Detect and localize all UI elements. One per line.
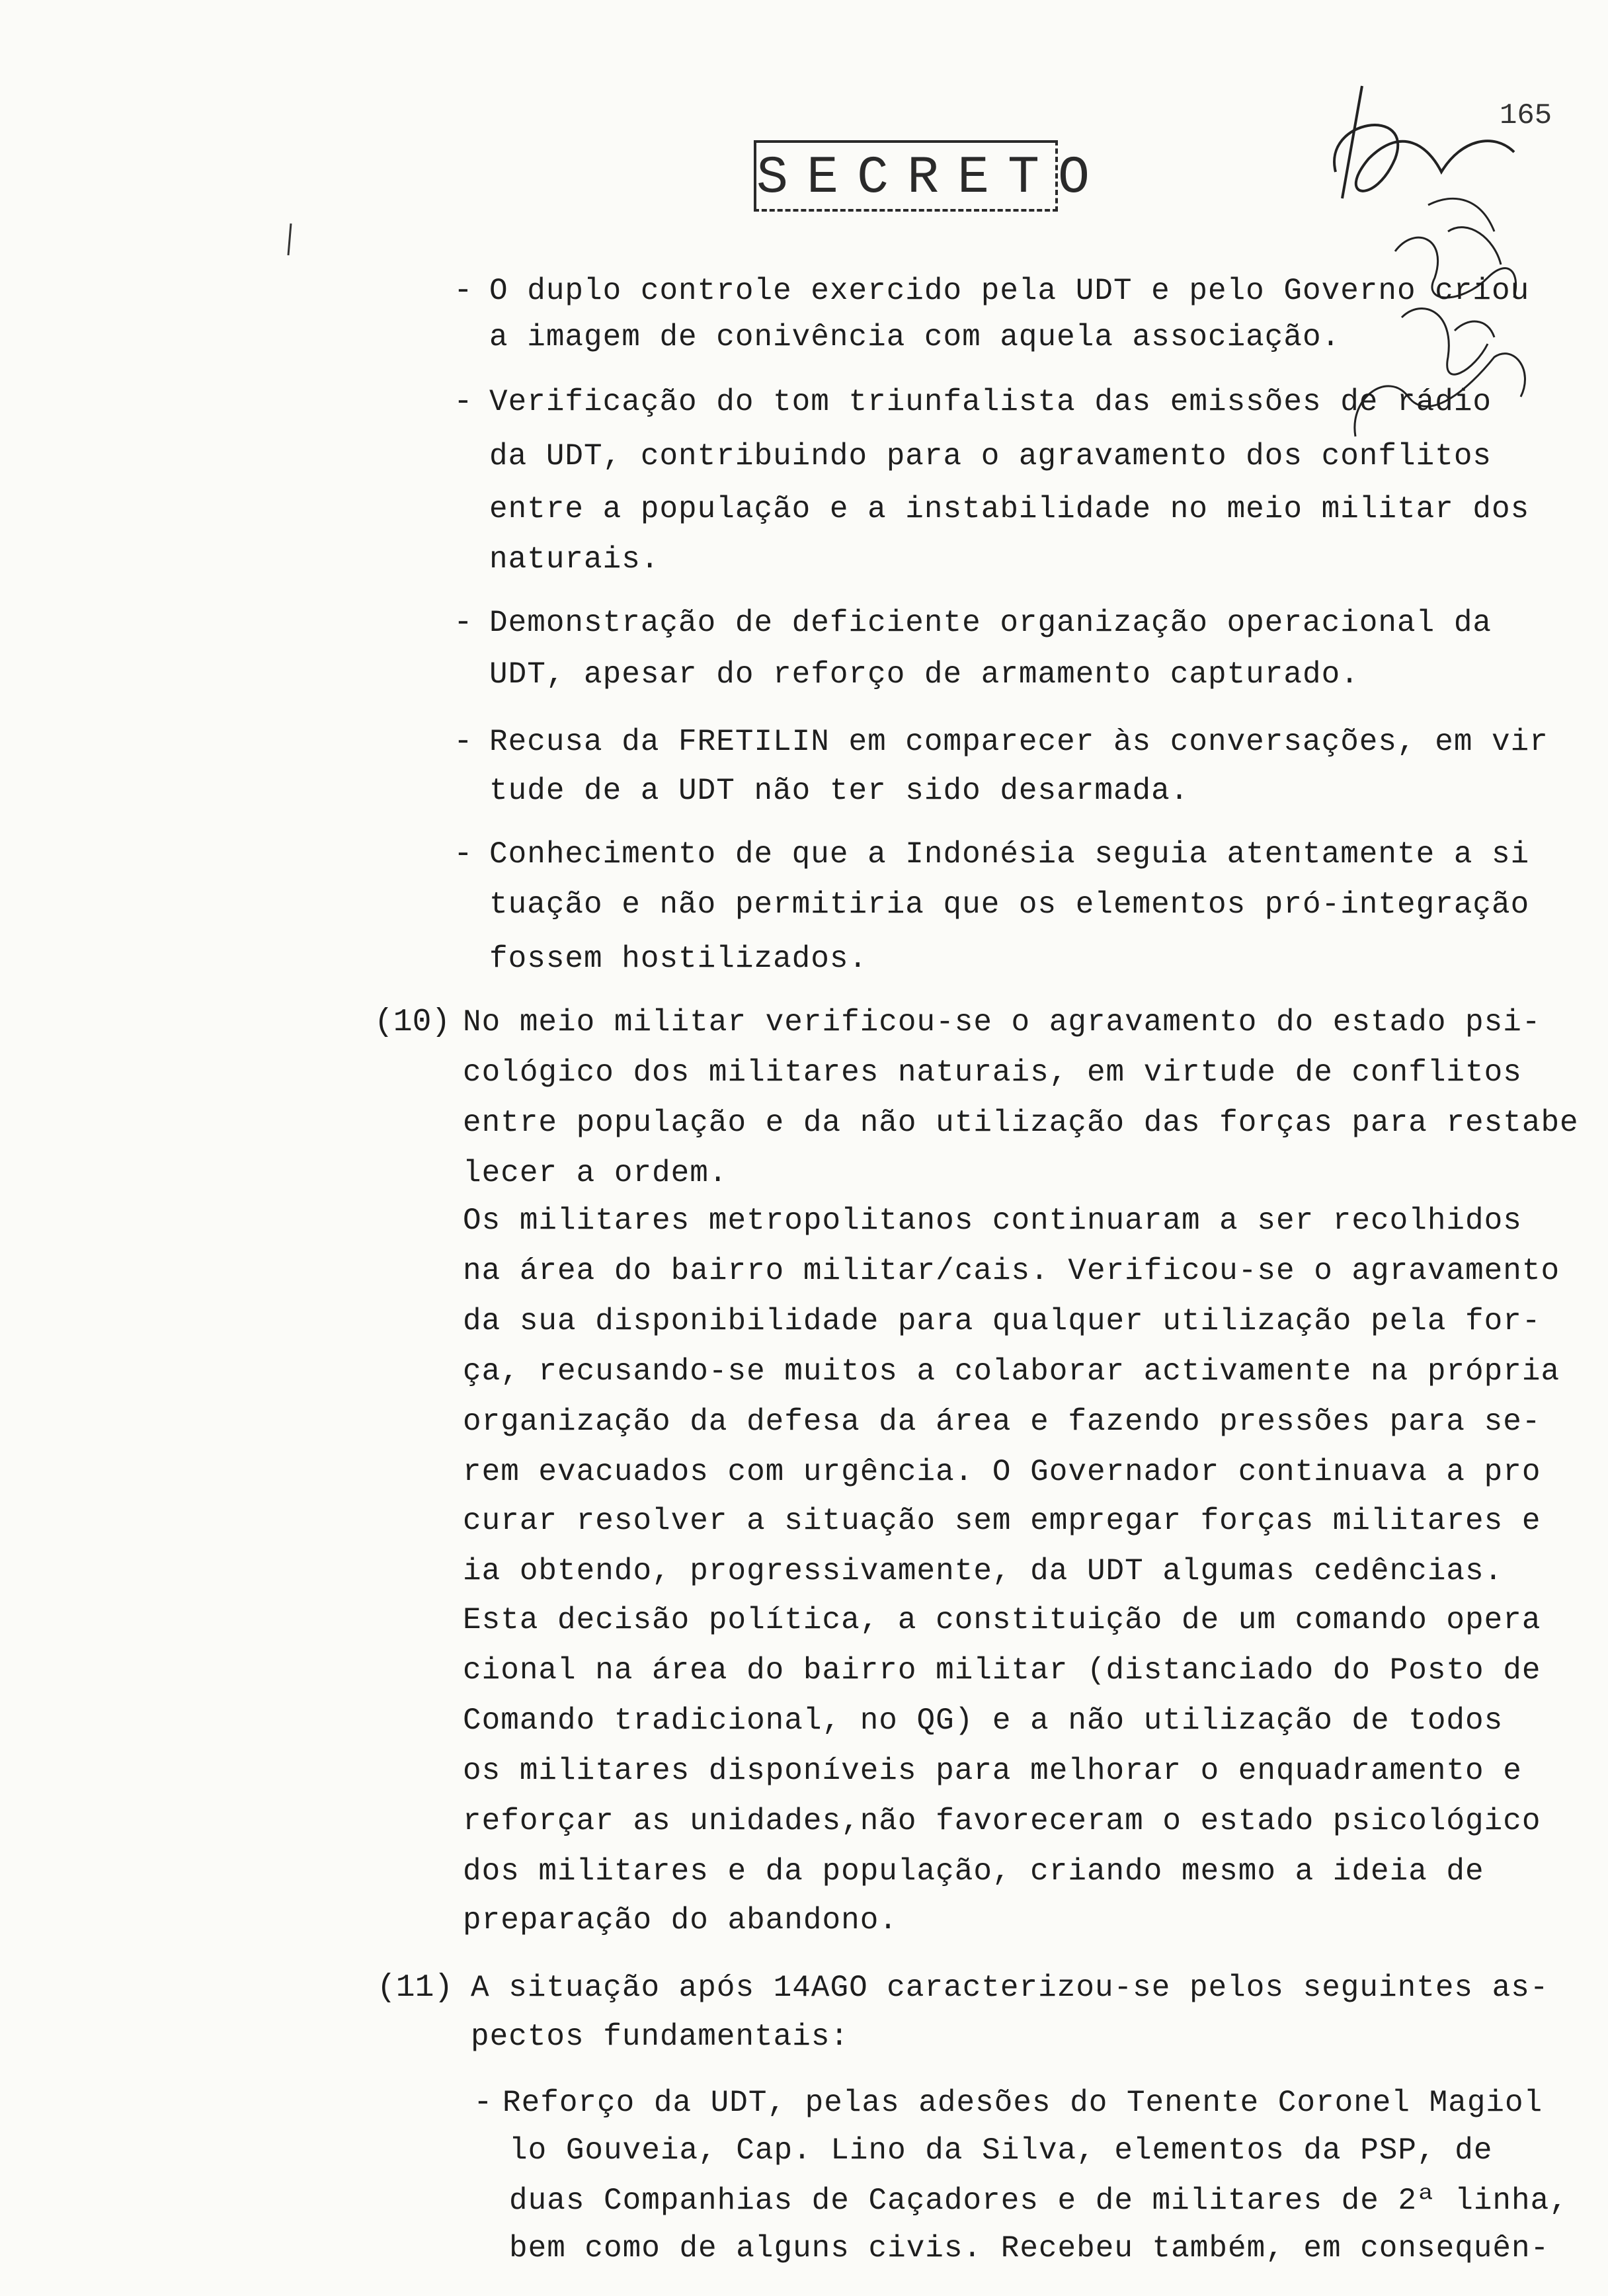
text-line: da UDT, contribuindo para o agravamento dos conflitos (489, 439, 1492, 473)
text-line: a imagem de conivência com aquela associação. (489, 320, 1341, 354)
text-line: cional na área do bairro militar (distanciado do Posto de (463, 1653, 1541, 1688)
text-line: entre a população e a instabilidade no meio militar dos (489, 492, 1530, 526)
bullet-marker: - (454, 273, 473, 309)
text-line: cológico dos militares naturais, em virtude de conflitos (463, 1055, 1522, 1090)
text-line: fossem hostilizados. (489, 942, 868, 976)
text-line: os militares disponíveis para melhorar o enquadramento e (463, 1754, 1522, 1788)
text-line: organização da defesa da área e fazendo pressões para se- (463, 1405, 1541, 1439)
paragraph-number: (10) (374, 1004, 451, 1040)
paragraph-number: (11) (377, 1970, 454, 2006)
text-line: tuação e não permitiria que os elementos pró-integração (489, 887, 1530, 922)
text-line: da sua disponibilidade para qualquer utilização pela for- (463, 1304, 1541, 1338)
text-line: Recusa da FRETILIN em comparecer às conversações, em vir (489, 725, 1548, 759)
text-line: tude de a UDT não ter sido desarmada. (489, 774, 1189, 808)
bullet-marker: - (454, 724, 473, 760)
text-line: preparação do abandono. (463, 1903, 898, 1938)
text-line: lecer a ordem. (463, 1156, 728, 1190)
text-line: Verificação do tom triunfalista das emissões de rádio (489, 385, 1492, 419)
text-line: lo Gouveia, Cap. Lino da Silva, elementos da PSP, de (509, 2133, 1493, 2168)
text-line: ia obtendo, progressivamente, da UDT algumas cedências. (463, 1554, 1504, 1588)
text-line: Reforço da UDT, pelas adesões do Tenente Coronel Magiol (502, 2086, 1543, 2120)
text-line: na área do bairro militar/cais. Verificou-se o agravamento (463, 1254, 1560, 1288)
text-line: Demonstração de deficiente organização operacional da (489, 606, 1492, 640)
text-line: Esta decisão política, a constituição de um comando opera (463, 1603, 1541, 1637)
text-line: entre população e da não utilização das forças para restabe (463, 1106, 1579, 1140)
text-line: duas Companhias de Caçadores e de militares de 2ª linha, (509, 2184, 1568, 2218)
text-line: ça, recusando-se muitos a colaborar activamente na própria (463, 1354, 1560, 1389)
text-line: reforçar as unidades,não favoreceram o estado psicológico (463, 1804, 1541, 1838)
text-line: Conhecimento de que a Indonésia seguia atentamente a si (489, 837, 1530, 872)
text-line: Os militares metropolitanos continuaram a ser recolhidos (463, 1204, 1522, 1238)
bullet-marker: - (454, 605, 473, 641)
text-line: No meio militar verificou-se o agravamento do estado psi- (463, 1005, 1541, 1040)
text-line: naturais. (489, 542, 660, 577)
text-line: O duplo controle exercido pela UDT e pelo Governo criou (489, 274, 1530, 308)
page-number: 165 (1500, 99, 1552, 132)
bullet-marker: - (454, 837, 473, 872)
text-line: bem como de alguns civis. Recebeu também, em consequên- (509, 2231, 1550, 2266)
text-line: pectos fundamentais: (471, 2020, 850, 2054)
text-line: UDT, apesar do reforço de armamento capturado. (489, 657, 1359, 692)
text-line: A situação após 14AGO caracterizou-se pelos seguintes as- (471, 1971, 1549, 2005)
bullet-marker: - (454, 384, 473, 420)
text-line: Comando tradicional, no QG) e a não utilização de todos (463, 1703, 1504, 1738)
text-line: curar resolver a situação sem empregar forças militares e (463, 1504, 1541, 1538)
text-line: rem evacuados com urgência. O Governador continuava a pro (463, 1455, 1541, 1489)
text-line: dos militares e da população, criando mesmo a ideia de (463, 1854, 1484, 1889)
secret-stamp: SECRETO (754, 140, 1058, 212)
bullet-marker: - (473, 2085, 493, 2121)
